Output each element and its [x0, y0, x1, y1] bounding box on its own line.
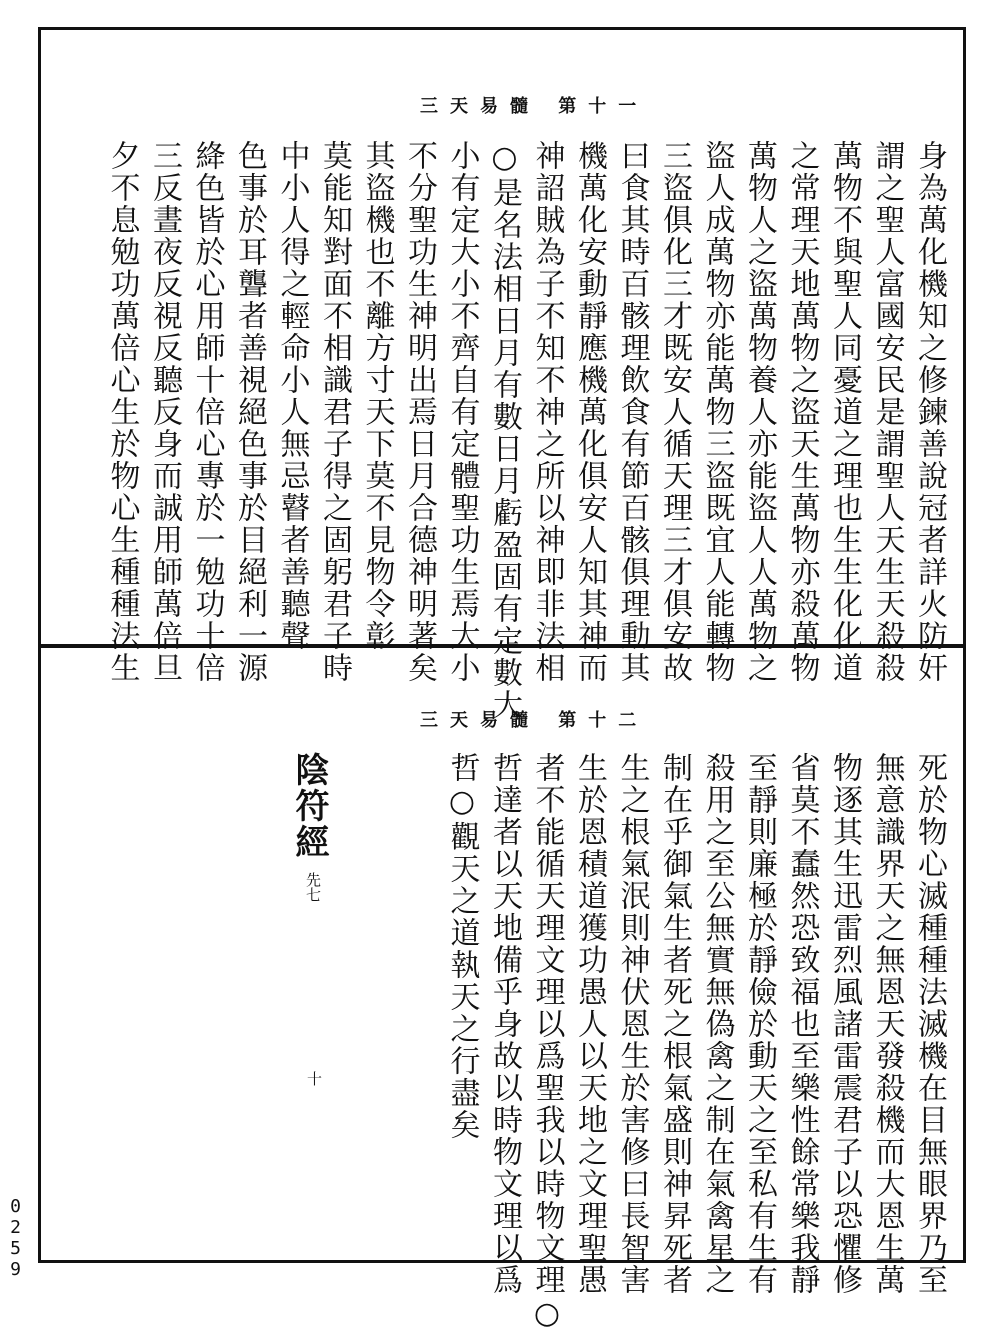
text-column: ○是名法相日月有數日月虧盈固有定數大 — [487, 140, 522, 721]
text-column: 其盜機也不離方寸天下莫不見物令彰 — [359, 140, 395, 652]
text-column: 三反晝夜反視反聽反身而誠用師萬倍旦 — [147, 140, 182, 684]
text-column: 莫能知對面不相識君子得之固躬君子時 — [317, 140, 352, 684]
text-column: 不分聖功生神明出焉日月合德神明著矣 — [402, 140, 437, 684]
text-column: 萬物不與聖人同憂道之理也生生化化道 — [827, 140, 862, 684]
text-column: 盜人成萬物亦能萬物三盜既宜人能轉物 — [699, 140, 735, 684]
top-panel-header: 三天易髓 第十一 — [420, 96, 649, 117]
text-column: 殺用之至公無實無偽禽之制在氣禽星之 — [699, 752, 735, 1296]
title-subnote: 先七 — [304, 872, 322, 902]
bottom-panel-header: 三天易髓 第十二 — [420, 710, 649, 731]
side-page-number: 0259 — [5, 1196, 26, 1280]
text-column: 色事於耳聾者善視絕色事於目絕利一源 — [232, 140, 267, 684]
text-column: 哲達者以天地備乎身故以時物文理以爲 — [487, 752, 522, 1296]
text-column: 機萬化安動靜應機萬化俱安人知其神而 — [572, 140, 607, 684]
text-column: 中小人得之輕命小人無忌瞽者善聽聲 — [274, 140, 310, 652]
text-column: 萬物人之盜萬物養人亦能盜人人萬物之 — [742, 140, 777, 684]
text-column: 謂之聖人富國安民是謂聖人天生天殺殺 — [869, 140, 905, 684]
text-column: 曰食其時百骸理飲食有節百骸俱理動其 — [614, 140, 650, 684]
text-column: 三盜俱化三才既安人循天理三才俱安故 — [657, 140, 692, 684]
text-column: 者不能循天理文理以爲聖我以時物文理○ — [529, 752, 565, 1333]
text-column: 物逐其生迅雷烈風諸雷震君子以恐懼修 — [827, 752, 862, 1296]
text-column: 夕不息勉功萬倍心生於物心生種種法生 — [104, 140, 140, 684]
text-column: 哲○觀天之道執天之行盡矣 — [444, 752, 480, 1141]
text-column: 之常理天地萬物之盜天生萬物亦殺萬物 — [784, 140, 820, 684]
text-column: 生之根氣泯則神伏恩生於害修曰長智害 — [614, 752, 650, 1296]
text-column: 神詔賊為子不知不神之所以神即非法相 — [529, 140, 565, 684]
text-column: 至靜則廉極於靜儉於動天之至私有生有 — [742, 752, 777, 1296]
text-column: 小有定大小不齊自有定體聖功生焉大小 — [444, 140, 480, 684]
text-column: 死於物心滅種種法滅機在目無眼界乃至 — [912, 752, 947, 1296]
text-column: 省莫不蠢然恐致福也至樂性餘常樂我靜 — [784, 752, 820, 1296]
page-mark: 十 — [307, 1070, 323, 1088]
text-column: 生於恩積道獲功愚人以天地之文理聖愚 — [572, 752, 607, 1296]
scripture-title: 陰符經 — [289, 752, 329, 860]
text-column: 身為萬化機知之修鍊善說冠者詳火防奸 — [912, 140, 947, 684]
text-column: 無意識界天之無恩天發殺機而大恩生萬 — [869, 752, 905, 1296]
text-column: 絳色皆於心用師十倍心專於一勉功十倍 — [189, 140, 225, 684]
text-column: 制在乎御氣生者死之根氣盛則神昇死者 — [657, 752, 692, 1296]
